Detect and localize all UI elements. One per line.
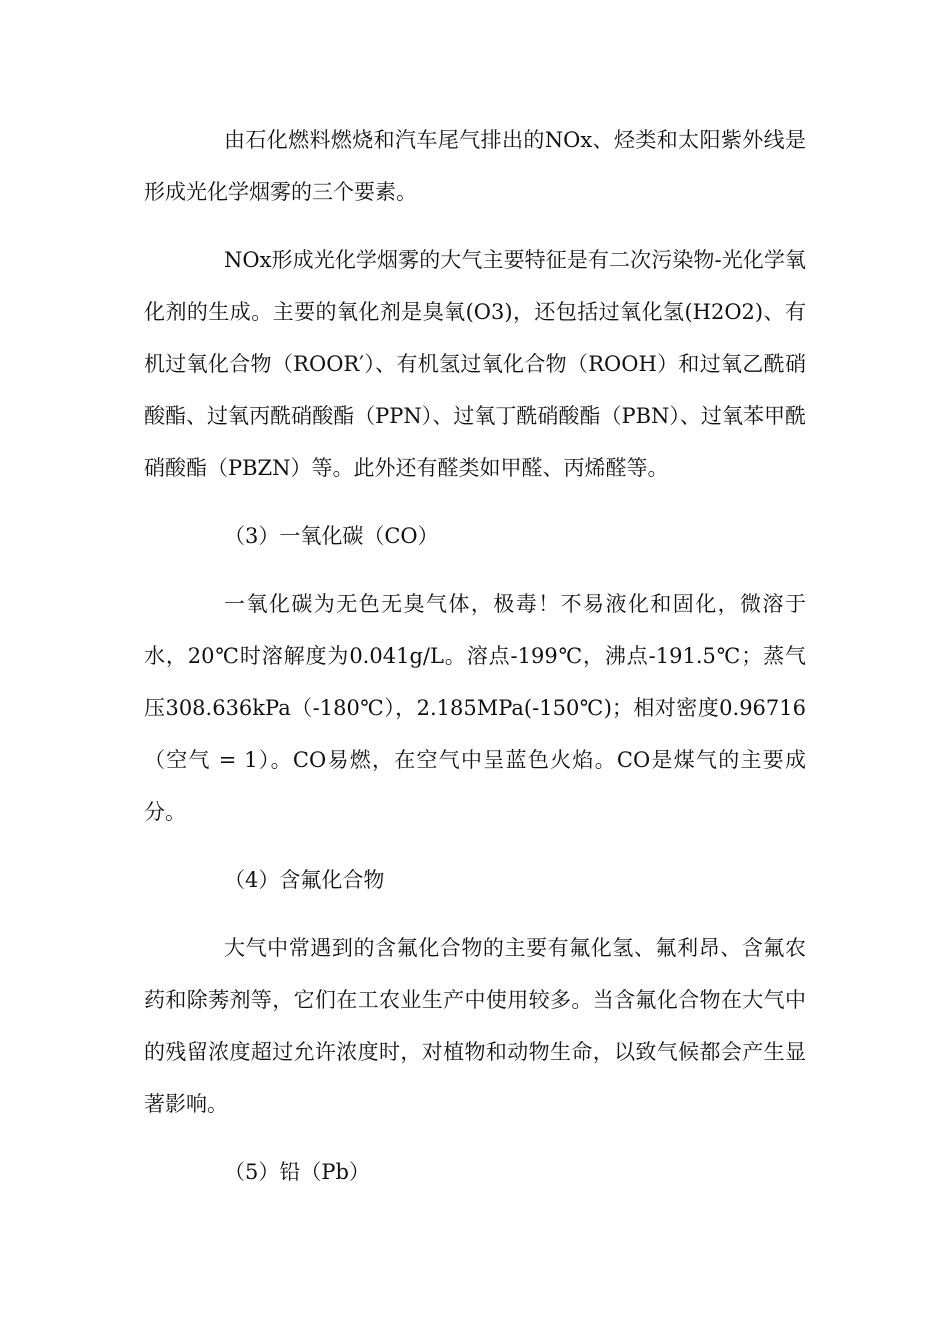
paragraph-photochemical-smog-factors: 由石化燃料燃烧和汽车尾气排出的NOx、烃类和太阳紫外线是形成光化学烟雾的三个要素。 (144, 128, 806, 204)
paragraph-fluorine-compounds: 大气中常遇到的含氟化合物的主要有氟化氢、氟利昂、含氟农药和除莠剂等，它们在工农业生产中使用较多。当含氟化合物在大气中的残留浓度超过允许浓度时，对植物和动物生命，以致气候都会产生显著影响。 (144, 936, 806, 1116)
document-body (144, 114, 806, 1198)
paragraph-photochemical-oxidants: NOx形成光化学烟雾的大气主要特征是有二次污染物-光化学氧化剂的生成。主要的氧化剂是臭氧(O3)，还包括过氧化氢(H2O2)、有机过氧化合物（ROOR′）、有机氢过氧化合物（ROOH）和过氧乙酰硝酸酯、过氧丙酰硝酸酯（PPN）、过氧丁酰硝酸酯（PBN）、过氧苯甲酰硝酸酯（PBZN）等。此外还有醛类如甲醛、丙烯醛等。 (144, 248, 806, 480)
section-heading-lead: （5）铅（Pb） (224, 1160, 370, 1184)
section-heading-fluorine-compounds: （4）含氟化合物 (224, 868, 385, 892)
paragraph-carbon-monoxide-properties: 一氧化碳为无色无臭气体，极毒！不易液化和固化，微溶于水，20℃时溶解度为0.041g/L。溶点-199℃，沸点-191.5℃；蒸气压308.636kPa（-180℃），2.185MPa(-150℃)；相对密度0.96716（空气 = 1）。CO易燃，在空气中呈蓝色火焰。CO是煤气的主要成分。 (144, 592, 806, 824)
section-heading-carbon-monoxide: （3）一氧化碳（CO） (224, 524, 439, 548)
